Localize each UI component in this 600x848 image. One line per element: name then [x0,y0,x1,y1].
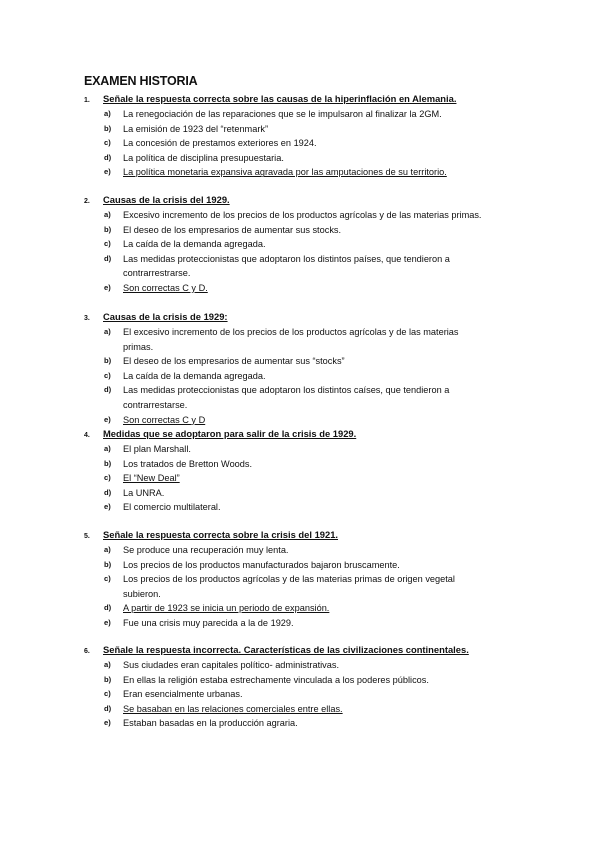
question-3 [84,310,524,427]
question-number: 3. [84,315,90,322]
option-text: Se produce una recuperación muy lenta. [123,545,289,555]
question-number: 5. [84,533,90,540]
option-item [84,208,524,223]
option-letter: b) [104,559,112,569]
option-text: El deseo de los empresarios de aumentar sus “stocks” [123,356,345,367]
option-letter: e) [104,282,111,292]
option-list [84,208,524,296]
option-text-marked: Se basaban en las relaciones comerciales entre ellas. [123,703,343,714]
option-text: La concesión de prestamos exteriores en 1924. [123,138,317,149]
option-text: Las medidas proteccionistas que adoptaron los distintos países, que tendieron a contrarrestrarse. [123,253,450,279]
option-letter: d) [104,385,112,395]
option-text: Eran esencialmente urbanas. [123,689,243,700]
option-text-marked: A partir de 1923 se inicia un periodo de expansión. [123,603,330,614]
option-list [84,442,524,515]
question-6 [84,643,524,731]
option-text: La caída de la demanda agregada. [123,239,266,250]
option-letter: b) [104,674,112,684]
option-item [84,383,524,412]
option-item [84,223,524,238]
option-text: El comercio multilateral. [123,502,221,513]
option-letter: b) [104,224,112,234]
option-letter: e) [104,167,111,177]
option-item [84,252,524,281]
option-item [84,471,524,486]
option-item [84,107,524,122]
option-letter: e) [104,502,111,512]
option-item [84,486,524,501]
question-4 [84,427,524,515]
option-list [84,658,524,731]
question-2 [84,193,524,296]
option-letter: c) [104,689,111,699]
option-text: Sus ciudades eran capitales político- administrativas. [123,660,340,670]
option-text: La renegociación de las reparaciones que se le impulsaron al finalizar la 2GM. [123,109,442,119]
option-letter: a) [104,444,111,453]
option-item [84,122,524,137]
question-text: Señale la respuesta incorrecta. Características de las civilizaciones continentales. [103,644,469,655]
option-letter: b) [104,458,112,468]
option-text: En ellas la religión estaba estrechamente vinculada a los poderes públicos. [123,674,429,685]
option-item [84,716,524,731]
option-letter: a) [104,210,111,219]
option-text: La política de disciplina presupuestaria. [123,152,284,163]
option-letter: a) [104,109,111,118]
option-letter: b) [104,123,112,133]
option-text: El excesivo incremento de los precios de los productos agrícolas y de las materias primas. [123,327,459,352]
option-list [84,543,524,631]
option-text: Fue una crisis muy parecida a la de 1929. [123,617,294,628]
question-text: Señale la respuesta correcta sobre la crisis del 1921. [103,529,339,540]
option-letter: c) [104,574,111,584]
question-5 [84,528,524,631]
option-item [84,673,524,688]
option-text: La UNRA. [123,487,165,498]
option-letter: d) [104,487,112,497]
question-text: Causas de la crisis del 1929. [103,194,230,205]
option-list [84,107,524,180]
option-text: El deseo de los empresarios de aumentar sus stocks. [123,224,342,235]
option-item [84,369,524,384]
question-text: Señale la respuesta correcta sobre las causas de la hiperinflación en Alemania. [103,93,457,104]
option-letter: e) [104,414,111,424]
option-text: Los precios de los productos agrícolas y de las materias primas de origen vegetal subieron. [123,574,455,599]
option-item [84,702,524,717]
question-number: 1. [84,97,90,104]
option-item [84,413,524,428]
question-number: 4. [84,432,90,439]
option-item [84,457,524,472]
option-letter: a) [104,327,111,336]
option-item [84,572,524,601]
exam-title: EXAMEN HISTORIA [84,74,198,88]
option-item [84,354,524,369]
option-item [84,442,524,457]
question-1 [84,92,524,180]
option-letter: a) [104,660,111,669]
option-item [84,151,524,166]
option-item [84,616,524,631]
option-item [84,281,524,296]
option-text: La emisión de 1923 del “retenmark” [123,123,269,134]
option-item [84,165,524,180]
option-letter: d) [104,253,112,263]
option-letter: d) [104,703,112,713]
option-letter: d) [104,152,112,162]
option-text: El plan Marshall. [123,444,191,454]
question-text: Medidas que se adoptaron para salir de la crisis de 1929. [103,428,357,439]
question-header [84,193,524,207]
option-letter: e) [104,718,111,728]
option-letter: d) [104,603,112,613]
option-text: Los tratados de Bretton Woods. [123,458,253,469]
option-text-marked: Son correctas C y D [123,414,206,425]
option-letter: b) [104,356,112,366]
option-item [84,601,524,616]
option-letter: c) [104,239,111,249]
option-letter: c) [104,473,111,483]
option-item [84,500,524,515]
question-header [84,92,524,106]
option-text: Los precios de los productos manufacturados bajaron bruscamente. [123,559,400,570]
question-header [84,310,524,324]
question-number: 6. [84,648,90,655]
option-text-marked: Son correctas C y D. [123,282,208,293]
option-item [84,325,524,354]
option-text: La caída de la demanda agregada. [123,370,266,381]
option-item [84,543,524,558]
question-text: Causas de la crisis de 1929: [103,311,228,322]
option-item [84,237,524,252]
option-text: Excesivo incremento de los precios de los productos agrícolas y de las materias primas. [123,210,482,220]
option-item [84,558,524,573]
question-header [84,528,524,542]
option-item [84,687,524,702]
option-item [84,658,524,673]
question-header [84,643,524,657]
option-letter: a) [104,545,111,554]
option-letter: e) [104,617,111,627]
option-letter: c) [104,370,111,380]
option-text: Las medidas proteccionistas que adoptaron los distintos caíses, que tendieron a contrarrestarse. [123,385,450,410]
question-header [84,427,524,441]
option-letter: c) [104,138,111,148]
question-number: 2. [84,198,90,205]
option-text-marked: La política monetaria expansiva agravada por las amputaciones de su territorio. [123,167,447,178]
option-text: Estaban basadas en la producción agraria. [123,718,298,729]
option-item [84,136,524,151]
option-text-marked: El “New Deal” [123,473,180,484]
option-list [84,325,524,427]
